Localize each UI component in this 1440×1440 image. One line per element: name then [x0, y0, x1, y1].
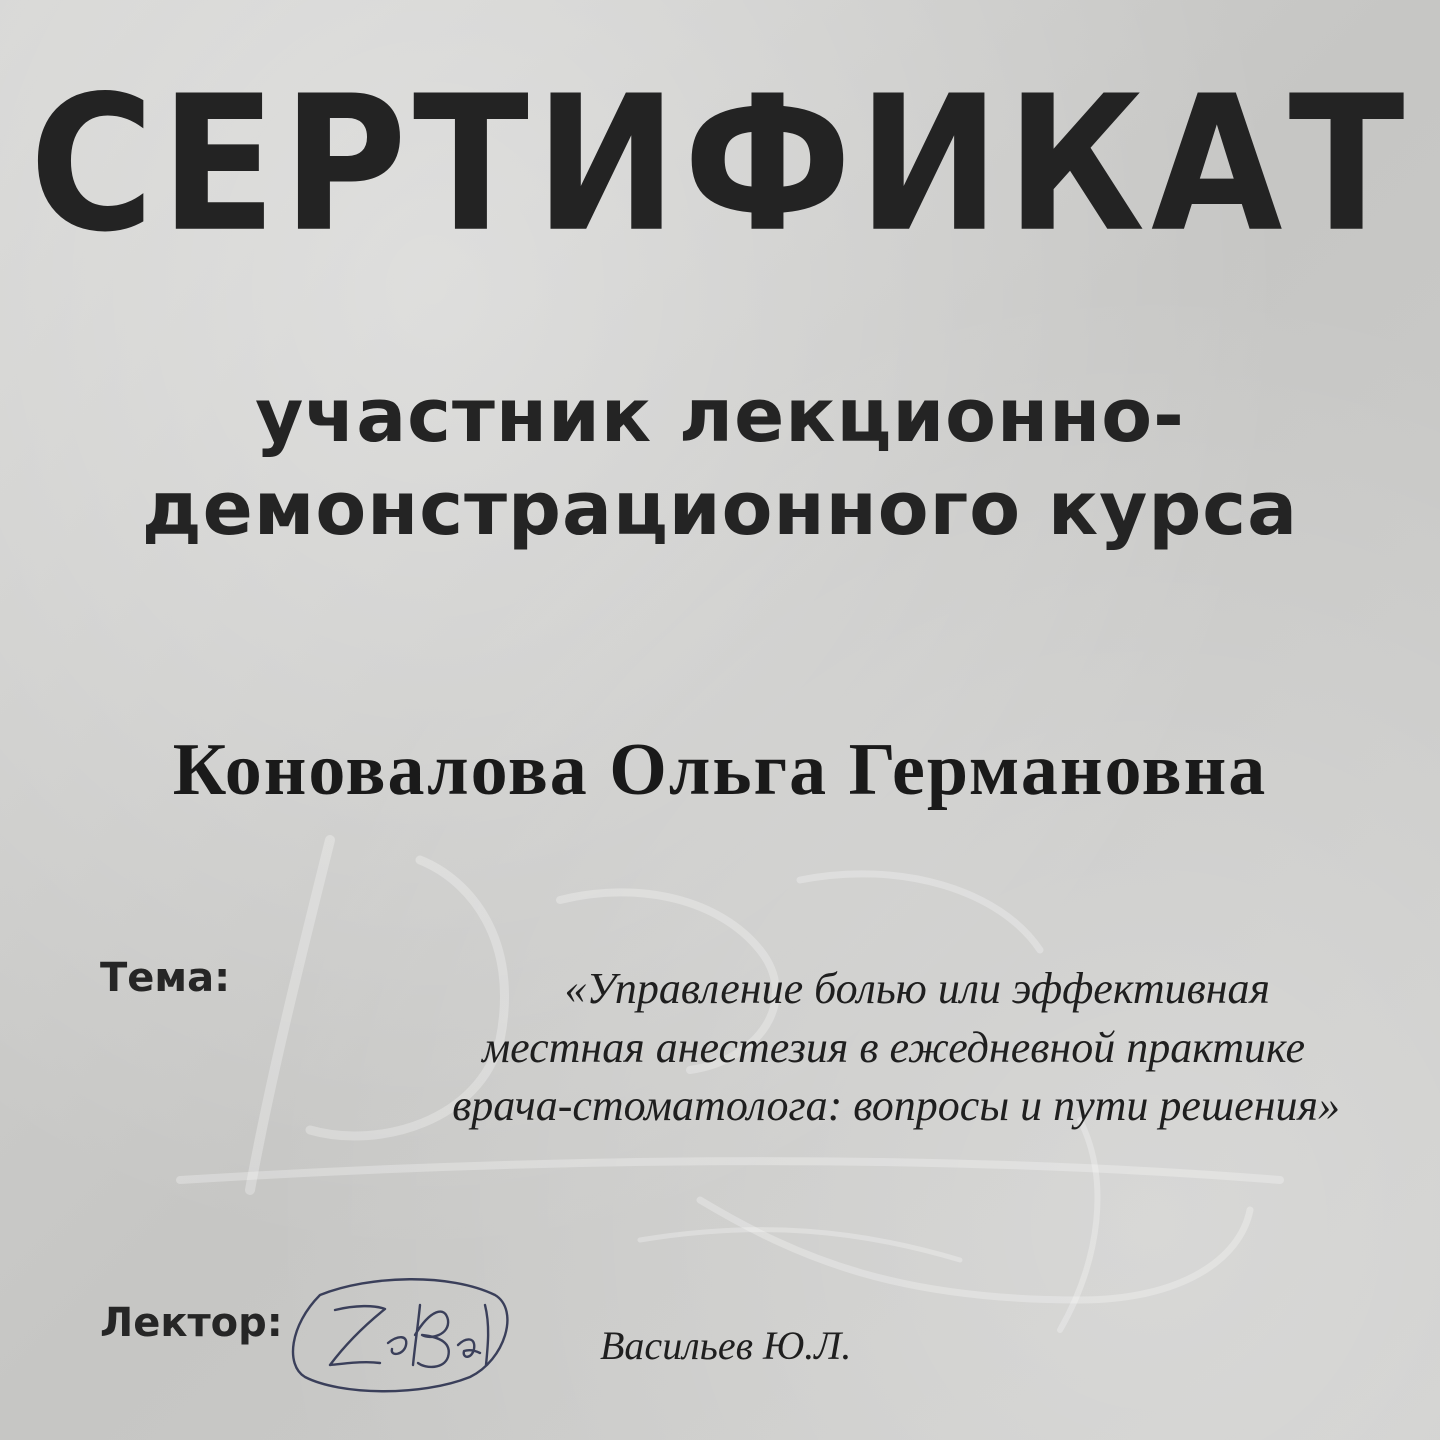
theme-line: врача-стоматолога: вопросы и пути решения»: [452, 1081, 1340, 1131]
lector-name: Васильев Ю.Л.: [600, 1323, 852, 1368]
theme-line: «Управление болью или эффективная: [564, 964, 1270, 1013]
participant-name: Коновалова Ольга Германовна: [172, 729, 1268, 811]
certificate-subtitle: [0, 370, 1440, 555]
certificate-title: СЕРТИФИКАТ: [29, 56, 1411, 274]
theme-line: местная анестезия в ежедневной практике: [482, 1022, 1305, 1072]
theme-text: [230, 960, 1340, 1136]
theme-label: Тема:: [100, 955, 231, 1001]
signature-icon: [280, 1265, 530, 1400]
subtitle-line: демонстрационного курса: [141, 465, 1299, 552]
lector-label: Лектор:: [100, 1300, 283, 1346]
subtitle-line: участник лекционно-: [255, 373, 1185, 459]
